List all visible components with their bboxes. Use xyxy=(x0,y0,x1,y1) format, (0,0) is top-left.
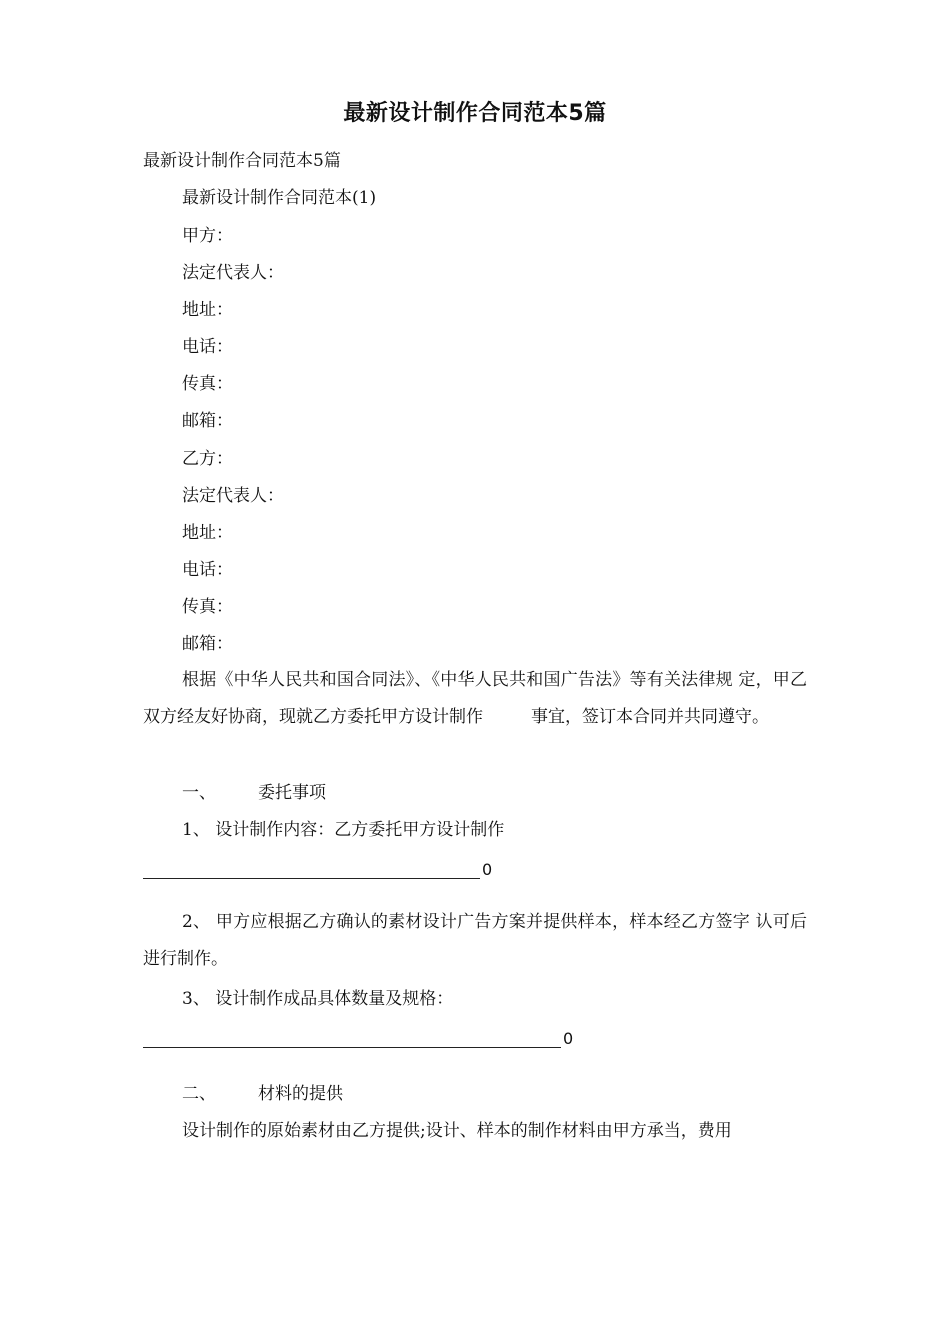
party-a-phone: 电话： xyxy=(182,337,233,357)
item-1: 1、 设计制作内容：乙方委托甲方设计制作 xyxy=(182,820,505,840)
party-b-fax: 传真： xyxy=(182,597,233,617)
party-b-label: 乙方： xyxy=(182,449,233,469)
document-subtitle: 最新设计制作合同范本5篇 xyxy=(143,151,341,171)
document-title: 最新设计制作合同范本5篇 xyxy=(343,101,607,126)
party-b-address: 地址： xyxy=(182,523,233,543)
section-title: 最新设计制作合同范本(1) xyxy=(182,188,377,208)
heading-2-text: 材料的提供 xyxy=(258,1084,343,1104)
intro-paragraph xyxy=(143,662,807,736)
party-b-rep: 法定代表人： xyxy=(182,486,284,506)
blank-underline-1 xyxy=(143,878,480,879)
party-b-phone: 电话： xyxy=(182,560,233,580)
heading-2 xyxy=(182,1084,343,1104)
party-a-email: 邮箱： xyxy=(182,411,233,431)
intro-paragraph-b: 事宜，签订本合同并共同遵守。 xyxy=(531,707,769,727)
heading-1-number: 一、 xyxy=(182,783,216,803)
heading-1-text: 委托事项 xyxy=(258,783,326,803)
heading-1 xyxy=(182,783,326,803)
blank-underline-2 xyxy=(143,1047,561,1048)
intro-paragraph-a: 根据《中华人民共和国合同法》、《中华人民共和国广告法》等有关法律规 定，甲乙双方经友好协商，现就乙方委托甲方设计制作 xyxy=(143,670,807,727)
materials-paragraph: 设计制作的原始素材由乙方提供;设计、样本的制作材料由甲方承当，费用 xyxy=(182,1121,732,1141)
party-a-rep: 法定代表人： xyxy=(182,263,284,283)
party-a-label: 甲方： xyxy=(182,226,233,246)
party-b-email: 邮箱： xyxy=(182,634,233,654)
blank-end-2: 0 xyxy=(563,1029,574,1048)
blank-end-1: 0 xyxy=(482,860,493,879)
party-a-fax: 传真： xyxy=(182,374,233,394)
item-2: 2、 甲方应根据乙方确认的素材设计广告方案并提供样本，样本经乙方签字 认可后进行制作。 xyxy=(143,912,807,969)
party-a-address: 地址： xyxy=(182,300,233,320)
item-3: 3、 设计制作成品具体数量及规格： xyxy=(182,989,454,1009)
heading-2-number: 二、 xyxy=(182,1084,216,1104)
